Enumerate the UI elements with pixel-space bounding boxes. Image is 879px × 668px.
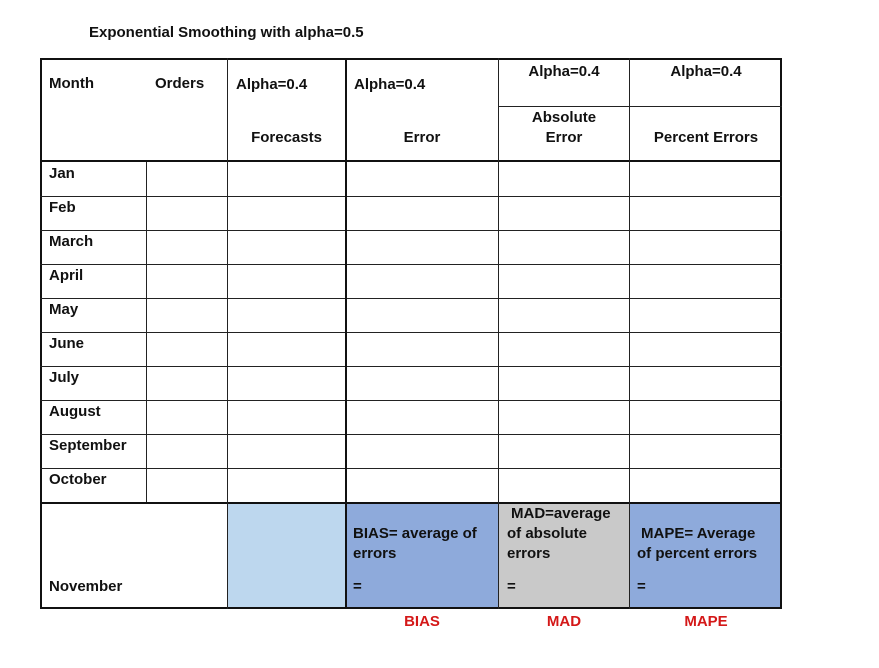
- month-label: September: [49, 437, 127, 454]
- header-orders: Orders: [155, 75, 205, 92]
- mad-label: MAD: [546, 613, 582, 630]
- header-alpha-forecast: Alpha=0.4: [236, 76, 308, 93]
- header-absolute-error: Error: [545, 129, 583, 146]
- page-title: Exponential Smoothing with alpha=0.5: [89, 24, 364, 41]
- header-absolute: Absolute: [531, 109, 597, 126]
- bias-text-1: BIAS= average of: [353, 525, 477, 542]
- header-percent-errors: Percent Errors: [653, 129, 759, 146]
- month-label: October: [49, 471, 107, 488]
- mape-text-1: MAPE= Average: [641, 525, 756, 542]
- header-alpha-error: Alpha=0.4: [354, 76, 426, 93]
- mape-text-2: of percent errors: [637, 545, 758, 562]
- mad-text-2: of absolute: [507, 525, 588, 542]
- mad-text-1: MAD=average: [511, 505, 611, 522]
- bias-text-2: errors: [353, 545, 397, 562]
- mape-label: MAPE: [684, 613, 728, 630]
- month-label: Jan: [49, 165, 75, 182]
- header-alpha-abs: Alpha=0.4: [528, 63, 600, 80]
- mape-equals: =: [637, 578, 646, 595]
- header-month: Month: [49, 75, 94, 92]
- month-label: April: [49, 267, 84, 284]
- bias-equals: =: [353, 578, 362, 595]
- mad-equals: =: [507, 578, 516, 595]
- month-label: June: [49, 335, 85, 352]
- month-label: August: [49, 403, 101, 420]
- month-label: July: [49, 369, 80, 386]
- header-alpha-pct: Alpha=0.4: [670, 63, 742, 80]
- month-label: March: [49, 233, 94, 250]
- header-error: Error: [403, 129, 441, 146]
- header-forecasts: Forecasts: [251, 129, 322, 146]
- mad-text-3: errors: [507, 545, 551, 562]
- bias-label: BIAS: [404, 613, 440, 630]
- month-label: May: [49, 301, 79, 318]
- month-label: Feb: [49, 199, 76, 216]
- november-label: November: [49, 578, 123, 595]
